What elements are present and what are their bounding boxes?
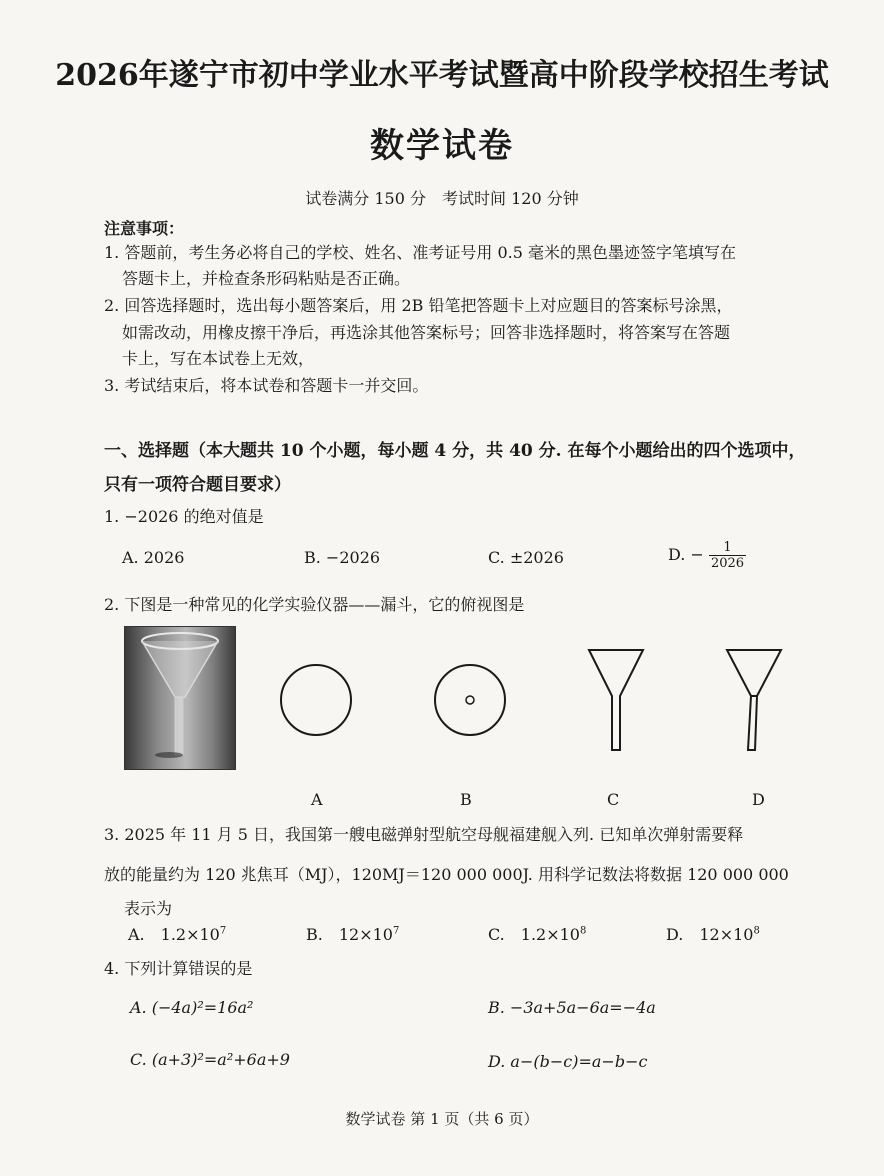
note-2-line-3: 卡上，写在本试卷上无效，: [122, 349, 315, 368]
q3-option-d-exponent: 8: [753, 925, 760, 937]
section-1-heading-line-1: 一、选择题（本大题共 10 个小题，每小题 4 分，共 40 分. 在每个小题给出的四个选项中，: [104, 441, 806, 461]
funnel-photo: [124, 626, 236, 770]
question-4-stem: 4. 下列计算错误的是: [104, 959, 253, 978]
question-3-line-3: 表示为: [124, 899, 173, 918]
fraction-denominator: 2026: [710, 556, 745, 571]
question-1-stem: 1. −2026 的绝对值是: [104, 507, 264, 526]
note-3-line-1: 3. 考试结束后，将本试卷和答题卡一并交回。: [104, 376, 429, 395]
q3-option-a-base: A. 1.2×10: [128, 925, 220, 944]
q3-option-d: [666, 922, 760, 945]
q1-option-d: [668, 540, 746, 571]
question-3-line-2: 放的能量约为 120 兆焦耳（MJ），120MJ＝120 000 000J. 用科学记数法将数据 120 000 000: [104, 865, 789, 884]
notes-heading: 注意事项：: [104, 219, 185, 238]
q4-option-a: A. (−4a)²=16a²: [130, 998, 254, 1017]
option-c-funnel-figure: [586, 648, 646, 754]
note-1-line-1: 1. 答题前，考生务必将自己的学校、姓名、准考证号用 0.5 毫米的黑色墨迹签字笔填写在: [104, 243, 736, 262]
funnel-photo-drawing: [125, 627, 235, 769]
q4-option-c: C. (a+3)²=a²+6a+9: [130, 1050, 290, 1069]
page-footer: 数学试卷 第 1 页（共 6 页）: [345, 1110, 539, 1128]
note-2-line-1: 2. 回答选择题时，选出每小题答案后，用 2B 铅笔把答题卡上对应题目的答案标号涂黑，: [104, 296, 733, 315]
q3-option-b-exponent: 7: [392, 925, 400, 937]
q3-option-a-exponent: 7: [219, 925, 227, 937]
q2-label-b: B: [460, 790, 472, 809]
q3-option-c-base: C. 1.2×10: [488, 925, 580, 944]
section-1-heading-line-2: 只有一项符合题目要求）: [104, 475, 291, 495]
q4-option-d: D. a−(b−c)=a−b−c: [488, 1052, 648, 1071]
exam-title: 2026年遂宁市初中学业水平考试暨高中阶段学校招生考试: [55, 58, 829, 93]
question-2-stem: 2. 下图是一种常见的化学实验仪器——漏斗，它的俯视图是: [104, 595, 525, 614]
q1-option-a: A. 2026: [122, 548, 185, 567]
option-a-circle-figure: [278, 662, 354, 738]
q3-option-c: [488, 922, 586, 945]
q4-option-b: B. −3a+5a−6a=−4a: [488, 998, 656, 1017]
fraction-numerator: 1: [709, 540, 746, 556]
note-1-line-2: 答题卡上，并检查条形码粘贴是否正确。: [122, 269, 411, 288]
q3-option-a: [128, 922, 226, 945]
q2-label-a: A: [311, 790, 323, 809]
q1-option-b: B. −2026: [304, 548, 381, 567]
exam-meta: 试卷满分 150 分 考试时间 120 分钟: [305, 189, 579, 208]
exam-subtitle: 数学试卷: [370, 126, 514, 166]
option-d-funnel-figure: [724, 648, 784, 754]
question-3-line-1: 3. 2025 年 11 月 5 日，我国第一艘电磁弹射型航空母舰福建舰入列. 已知单次弹射需要释: [104, 825, 744, 844]
q3-option-b: [306, 922, 399, 945]
q1-option-c: C. ±2026: [488, 548, 564, 567]
q2-label-d: D: [752, 790, 765, 809]
q3-option-d-base: D. 12×10: [666, 925, 754, 944]
q2-label-c: C: [607, 790, 620, 809]
q1-option-d-fraction: [709, 540, 746, 571]
q1-option-d-prefix: D. −: [668, 545, 704, 564]
note-2-line-2: 如需改动，用橡皮擦干净后，再选涂其他答案标号；回答非选择题时，将答案写在答题: [122, 323, 731, 342]
option-b-circle-dot-figure: [432, 662, 508, 738]
q3-option-c-exponent: 8: [579, 925, 587, 937]
q3-option-b-base: B. 12×10: [306, 925, 393, 944]
